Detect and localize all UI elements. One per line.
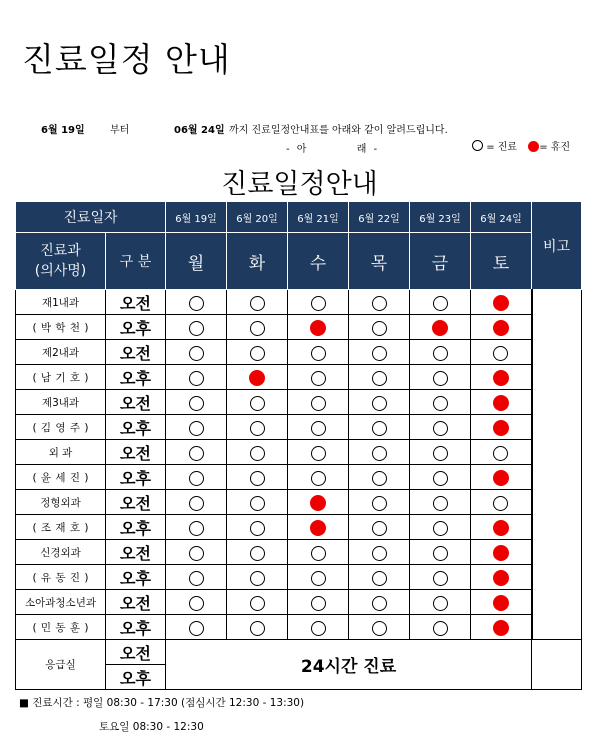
open-circle-icon <box>433 571 448 586</box>
schedule-cell <box>166 390 227 415</box>
pm-label: 오후 <box>106 515 166 540</box>
schedule-cell <box>471 615 532 640</box>
schedule-cell <box>166 290 227 315</box>
open-circle-icon <box>433 471 448 486</box>
open-circle-icon <box>493 346 508 361</box>
schedule-cell <box>166 365 227 390</box>
open-circle-icon <box>433 446 448 461</box>
am-label: 오전 <box>106 490 166 515</box>
closed-dot-icon <box>493 370 509 386</box>
closed-dot-icon <box>432 320 448 336</box>
closed-dot-icon <box>493 595 509 611</box>
from-text: 부터 <box>110 125 130 136</box>
header-day: 화 <box>227 233 288 290</box>
schedule-cell <box>410 490 471 515</box>
open-circle-icon <box>433 621 448 636</box>
department-name: 외 과 <box>16 440 106 465</box>
header-dept-label <box>16 233 106 290</box>
schedule-cell <box>288 315 349 340</box>
schedule-cell <box>288 590 349 615</box>
open-circle-icon <box>433 596 448 611</box>
open-circle-icon <box>372 296 387 311</box>
schedule-cell <box>410 365 471 390</box>
open-circle-icon <box>189 371 204 386</box>
pm-label: 오후 <box>106 665 166 690</box>
schedule-cell <box>349 390 410 415</box>
open-circle-icon <box>189 321 204 336</box>
schedule-cell <box>288 365 349 390</box>
department-name: 신경외과 <box>16 540 106 565</box>
open-circle-icon <box>433 296 448 311</box>
schedule-cell <box>227 590 288 615</box>
open-circle-icon <box>189 621 204 636</box>
schedule-cell <box>410 390 471 415</box>
schedule-cell <box>471 440 532 465</box>
schedule-cell <box>471 365 532 390</box>
schedule-cell <box>166 440 227 465</box>
schedule-cell <box>349 540 410 565</box>
schedule-cell <box>471 340 532 365</box>
open-circle-icon <box>250 421 265 436</box>
schedule-cell <box>349 340 410 365</box>
schedule-row <box>16 465 582 490</box>
pm-label: 오후 <box>106 615 166 640</box>
header-dept-line2: (의사명) <box>34 263 87 279</box>
schedule-row <box>16 615 582 640</box>
open-circle-icon <box>311 621 326 636</box>
schedule-row <box>16 365 582 390</box>
schedule-cell <box>410 540 471 565</box>
closed-dot-icon <box>310 320 326 336</box>
note-cell <box>532 290 582 640</box>
doctor-name: ( 남 기 호 ) <box>16 365 106 390</box>
open-circle-icon <box>311 596 326 611</box>
start-date: 6월 19일 <box>41 125 85 136</box>
closed-dot-icon <box>528 141 539 152</box>
am-label: 오전 <box>106 340 166 365</box>
schedule-cell <box>166 590 227 615</box>
doctor-name: ( 윤 세 진 ) <box>16 465 106 490</box>
open-circle-icon <box>433 421 448 436</box>
schedule-cell <box>471 565 532 590</box>
schedule-cell <box>227 415 288 440</box>
schedule-cell <box>288 440 349 465</box>
am-label: 오전 <box>106 440 166 465</box>
am-label: 오전 <box>106 390 166 415</box>
open-circle-icon <box>372 471 387 486</box>
schedule-cell <box>410 340 471 365</box>
header-day: 목 <box>349 233 410 290</box>
schedule-cell <box>288 465 349 490</box>
open-circle-icon <box>311 471 326 486</box>
emergency-hours: 24시간 진료 <box>166 640 532 690</box>
open-circle-icon <box>372 621 387 636</box>
closed-dot-icon <box>493 520 509 536</box>
schedule-cell <box>227 540 288 565</box>
open-circle-icon <box>189 571 204 586</box>
schedule-cell <box>410 290 471 315</box>
pm-label: 오후 <box>106 415 166 440</box>
schedule-row <box>16 490 582 515</box>
schedule-cell <box>471 490 532 515</box>
schedule-cell <box>166 490 227 515</box>
schedule-cell <box>288 515 349 540</box>
open-circle-icon <box>372 521 387 536</box>
open-circle-icon <box>433 346 448 361</box>
pm-label: 오후 <box>106 565 166 590</box>
schedule-cell <box>227 490 288 515</box>
schedule-cell <box>471 415 532 440</box>
schedule-cell <box>410 415 471 440</box>
open-circle-icon <box>372 371 387 386</box>
open-circle-icon <box>493 496 508 511</box>
open-circle-icon <box>372 596 387 611</box>
schedule-cell <box>166 340 227 365</box>
schedule-cell <box>166 315 227 340</box>
open-circle-icon <box>189 546 204 561</box>
header-date: 6월 19일 <box>166 202 227 233</box>
schedule-cell <box>227 390 288 415</box>
open-circle-icon <box>311 421 326 436</box>
open-circle-icon <box>250 546 265 561</box>
open-circle-icon <box>189 396 204 411</box>
closed-dot-icon <box>493 420 509 436</box>
open-circle-icon <box>189 521 204 536</box>
schedule-cell <box>227 465 288 490</box>
legend-closed-label: = 휴진 <box>539 142 571 153</box>
schedule-cell <box>288 415 349 440</box>
am-label: 오전 <box>106 590 166 615</box>
department-name: 제3내과 <box>16 390 106 415</box>
am-label: 오전 <box>106 290 166 315</box>
schedule-row <box>16 415 582 440</box>
emergency-row <box>16 640 582 665</box>
open-circle-icon <box>311 396 326 411</box>
schedule-cell <box>227 315 288 340</box>
header-type-label: 구 분 <box>106 233 166 290</box>
schedule-cell <box>471 540 532 565</box>
schedule-row <box>16 315 582 340</box>
schedule-cell <box>410 440 471 465</box>
header-day: 토 <box>471 233 532 290</box>
open-circle-icon <box>372 496 387 511</box>
closed-dot-icon <box>493 395 509 411</box>
schedule-cell <box>471 515 532 540</box>
schedule-cell <box>471 315 532 340</box>
open-circle-icon <box>311 296 326 311</box>
end-date: 06월 24일 <box>174 125 225 136</box>
doctor-name: ( 민 동 훈 ) <box>16 615 106 640</box>
open-circle-icon <box>311 446 326 461</box>
am-label: 오전 <box>106 540 166 565</box>
closed-dot-icon <box>493 470 509 486</box>
schedule-cell <box>227 565 288 590</box>
schedule-cell <box>349 590 410 615</box>
hours-weekday: ■ 진료시간 : 평일 08:30 - 17:30 (점심시간 12:30 - 13:30) <box>19 697 305 709</box>
page-title: 진료일정 안내 <box>22 40 231 79</box>
open-circle-icon <box>250 396 265 411</box>
schedule-row <box>16 340 582 365</box>
open-circle-icon <box>189 471 204 486</box>
open-circle-icon <box>433 546 448 561</box>
am-label: 오전 <box>106 640 166 665</box>
schedule-row <box>16 290 582 315</box>
schedule-row <box>16 540 582 565</box>
open-circle-icon <box>372 321 387 336</box>
open-circle-icon <box>472 140 483 151</box>
hours-saturday: 토요일 08:30 - 12:30 <box>99 721 204 733</box>
schedule-cell <box>410 590 471 615</box>
header-date: 6월 24일 <box>471 202 532 233</box>
schedule-cell <box>349 415 410 440</box>
open-circle-icon <box>189 421 204 436</box>
below-notice: - 아 래 - <box>286 144 378 155</box>
emergency-dept: 응급실 <box>16 640 106 690</box>
closed-dot-icon <box>493 320 509 336</box>
open-circle-icon <box>250 446 265 461</box>
pm-label: 오후 <box>106 465 166 490</box>
closed-dot-icon <box>493 570 509 586</box>
open-circle-icon <box>250 296 265 311</box>
open-circle-icon <box>250 471 265 486</box>
schedule-row <box>16 515 582 540</box>
closed-dot-icon <box>310 495 326 511</box>
schedule-cell <box>349 290 410 315</box>
open-circle-icon <box>189 596 204 611</box>
schedule-cell <box>227 365 288 390</box>
schedule-cell <box>349 615 410 640</box>
department-name: 소아과청소년과 <box>16 590 106 615</box>
schedule-cell <box>410 515 471 540</box>
open-circle-icon <box>493 446 508 461</box>
schedule-cell <box>349 365 410 390</box>
open-circle-icon <box>189 496 204 511</box>
schedule-cell <box>288 490 349 515</box>
schedule-cell <box>227 340 288 365</box>
open-circle-icon <box>250 321 265 336</box>
pm-label: 오후 <box>106 365 166 390</box>
schedule-period-info <box>30 121 590 135</box>
header-schedule-date-label: 진료일자 <box>16 202 166 233</box>
schedule-cell <box>349 465 410 490</box>
open-circle-icon <box>250 496 265 511</box>
header-day: 수 <box>288 233 349 290</box>
schedule-cell <box>471 390 532 415</box>
open-circle-icon <box>372 546 387 561</box>
doctor-name: ( 유 동 진 ) <box>16 565 106 590</box>
header-date: 6월 22일 <box>349 202 410 233</box>
header-date: 6월 20일 <box>227 202 288 233</box>
schedule-cell <box>288 565 349 590</box>
schedule-cell <box>166 465 227 490</box>
closed-dot-icon <box>310 520 326 536</box>
open-circle-icon <box>250 621 265 636</box>
open-circle-icon <box>250 571 265 586</box>
open-circle-icon <box>433 371 448 386</box>
open-circle-icon <box>372 421 387 436</box>
schedule-cell <box>288 540 349 565</box>
closed-dot-icon <box>249 370 265 386</box>
open-circle-icon <box>372 446 387 461</box>
open-circle-icon <box>311 546 326 561</box>
emergency-note <box>532 640 582 690</box>
open-circle-icon <box>372 396 387 411</box>
schedule-cell <box>166 540 227 565</box>
schedule-cell <box>410 315 471 340</box>
legend <box>472 138 570 153</box>
doctor-name: ( 조 재 호 ) <box>16 515 106 540</box>
header-date: 6월 21일 <box>288 202 349 233</box>
header-dept-line1: 진료과 <box>40 243 81 259</box>
schedule-cell <box>471 465 532 490</box>
schedule-cell <box>288 340 349 365</box>
schedule-cell <box>166 565 227 590</box>
schedule-cell <box>166 615 227 640</box>
schedule-table <box>15 201 582 690</box>
schedule-cell <box>471 290 532 315</box>
open-circle-icon <box>189 446 204 461</box>
open-circle-icon <box>250 521 265 536</box>
closed-dot-icon <box>493 545 509 561</box>
schedule-row <box>16 440 582 465</box>
open-circle-icon <box>189 296 204 311</box>
schedule-cell <box>410 615 471 640</box>
pm-label: 오후 <box>106 315 166 340</box>
closed-dot-icon <box>493 295 509 311</box>
open-circle-icon <box>311 371 326 386</box>
header-date: 6월 23일 <box>410 202 471 233</box>
header-note-label: 비고 <box>532 202 582 290</box>
schedule-cell <box>288 615 349 640</box>
closed-dot-icon <box>493 620 509 636</box>
open-circle-icon <box>433 521 448 536</box>
open-circle-icon <box>189 346 204 361</box>
schedule-cell <box>349 490 410 515</box>
schedule-row <box>16 590 582 615</box>
schedule-cell <box>166 415 227 440</box>
open-circle-icon <box>311 571 326 586</box>
department-name: 재1내과 <box>16 290 106 315</box>
schedule-cell <box>349 315 410 340</box>
department-name: 정형외과 <box>16 490 106 515</box>
open-circle-icon <box>372 346 387 361</box>
schedule-cell <box>471 590 532 615</box>
schedule-cell <box>227 615 288 640</box>
doctor-name: ( 김 영 주 ) <box>16 415 106 440</box>
department-name: 제2내과 <box>16 340 106 365</box>
schedule-cell <box>349 565 410 590</box>
header-day: 금 <box>410 233 471 290</box>
open-circle-icon <box>433 496 448 511</box>
schedule-cell <box>410 565 471 590</box>
schedule-cell <box>227 440 288 465</box>
schedule-cell <box>227 290 288 315</box>
schedule-cell <box>349 440 410 465</box>
open-circle-icon <box>311 346 326 361</box>
doctor-name: ( 박 학 천 ) <box>16 315 106 340</box>
until-text: 까지 진료일정안내표를 아래와 같이 알려드립니다. <box>229 125 448 136</box>
legend-open-label: = 진료 <box>486 142 518 153</box>
open-circle-icon <box>433 396 448 411</box>
open-circle-icon <box>250 346 265 361</box>
schedule-cell <box>288 390 349 415</box>
schedule-row <box>16 390 582 415</box>
schedule-cell <box>410 465 471 490</box>
open-circle-icon <box>250 596 265 611</box>
schedule-row <box>16 565 582 590</box>
schedule-cell <box>288 290 349 315</box>
table-title: 진료일정안내 <box>221 169 378 200</box>
header-day: 월 <box>166 233 227 290</box>
schedule-cell <box>349 515 410 540</box>
schedule-cell <box>227 515 288 540</box>
schedule-cell <box>166 515 227 540</box>
open-circle-icon <box>372 571 387 586</box>
